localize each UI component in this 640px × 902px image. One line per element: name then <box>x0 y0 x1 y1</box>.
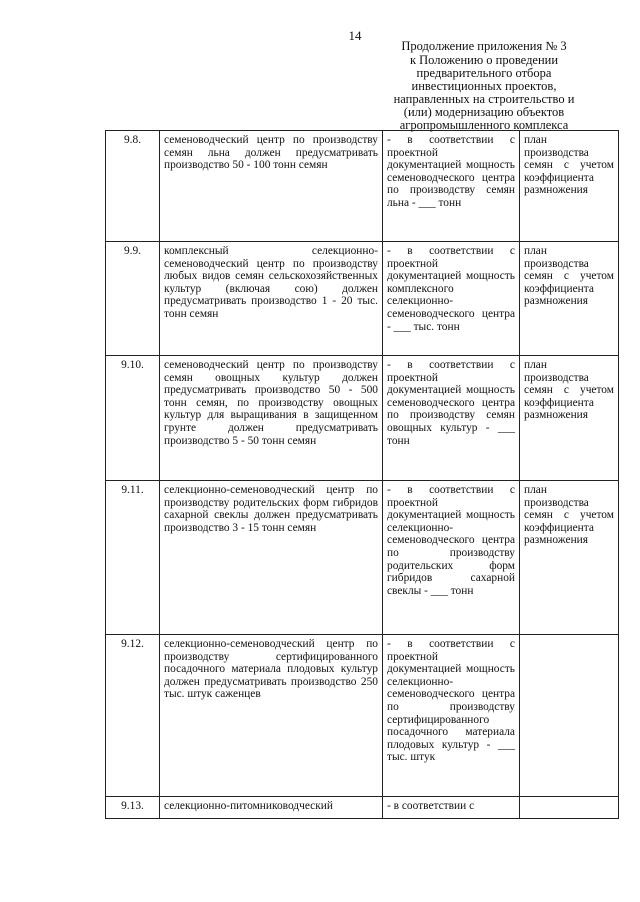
table-row <box>106 131 619 242</box>
row-note: план производства семян с учетом коэффициента размножения <box>520 481 619 635</box>
row-note: план производства семян с учетом коэффициента размножения <box>520 131 619 242</box>
row-indicator: - в соответствии с проектной документацией мощность комплексного селекционно-семеноводческого центра - ___ тыс. тонн <box>383 242 520 356</box>
row-note <box>520 635 619 797</box>
appendix-header <box>374 40 594 132</box>
row-description: семеноводческий центр по производству семян овощных культур должен предусматривать производство 50 - 500 тонн семян, по производству овощных культур для выращивания в защищенном грунте должен предусматривать производство 5 - 50 тонн семян <box>160 356 383 481</box>
row-number: 9.12. <box>106 635 160 797</box>
row-note: план производства семян с учетом коэффициента размножения <box>520 356 619 481</box>
appendix-subtitle-line: (или) модернизацию объектов <box>403 105 565 119</box>
row-note: план производства семян с учетом коэффициента размножения <box>520 242 619 356</box>
row-description: селекционно-семеноводческий центр по производству сертифицированного посадочного материала плодовых культур должен предусматривать производство 250 тыс. штук саженцев <box>160 635 383 797</box>
table-row <box>106 797 619 819</box>
table-row <box>106 481 619 635</box>
row-indicator: - в соответствии с проектной документацией мощность селекционно-семеноводческого центра по производству сертифицированного посадочного материала плодовых культур - ___ тыс. штук <box>383 635 520 797</box>
row-indicator: - в соответствии с проектной документацией мощность семеноводческого центра по производству семян льна - ___ тонн <box>383 131 520 242</box>
row-number: 9.9. <box>106 242 160 356</box>
row-number: 9.10. <box>106 356 160 481</box>
row-indicator: - в соответствии с проектной документацией мощность семеноводческого центра по производству семян овощных культур - ___ тонн <box>383 356 520 481</box>
appendix-subtitle-line: направленных на строительство и <box>393 92 575 106</box>
table-row <box>106 242 619 356</box>
row-number: 9.8. <box>106 131 160 242</box>
appendix-subtitle-line: к Положению о проведении <box>409 53 559 67</box>
criteria-table <box>105 130 619 819</box>
appendix-title: Продолжение приложения № 3 <box>401 39 567 53</box>
row-description: селекционно-семеноводческий центр по производству родительских форм гибридов сахарной свеклы должен предусматривать производство 3 - 15 тонн семян <box>160 481 383 635</box>
appendix-subtitle-line: агропромышленного комплекса <box>399 118 569 132</box>
row-note <box>520 797 619 819</box>
appendix-subtitle-line: предварительного отбора <box>416 66 552 80</box>
row-description: комплексный селекционно-семеноводческий центр по производству любых видов семян сельскохозяйственных культур (включая сою) должен предусматривать производство 1 - 20 тыс. тонн семян <box>160 242 383 356</box>
row-number: 9.11. <box>106 481 160 635</box>
appendix-subtitle-line: инвестиционных проектов, <box>411 79 557 93</box>
table-row <box>106 635 619 797</box>
page-number: 14 <box>348 28 362 43</box>
row-indicator: - в соответствии с проектной документацией мощность селекционно-семеноводческого центра по производству родительских форм гибридов сахарной свеклы - ___ тонн <box>383 481 520 635</box>
row-description: семеноводческий центр по производству семян льна должен предусматривать производство 50 - 100 тонн семян <box>160 131 383 242</box>
row-number: 9.13. <box>106 797 160 819</box>
row-description: селекционно-питомниководческий <box>160 797 383 819</box>
row-indicator: - в соответствии с <box>383 797 520 819</box>
table-row <box>106 356 619 481</box>
